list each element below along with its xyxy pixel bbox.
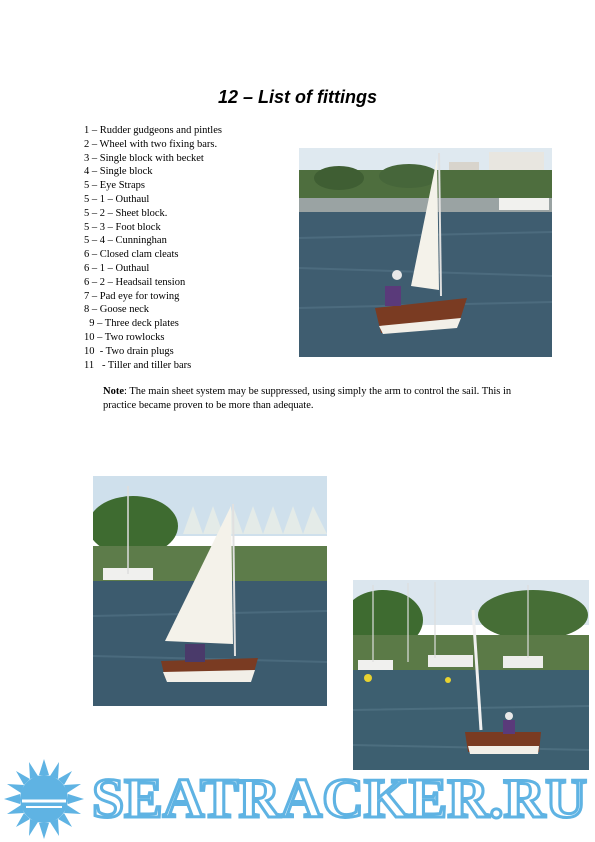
note-label: Note: [103, 386, 124, 397]
sailboat-photo-marina: [353, 580, 589, 770]
list-item: 2 – Wheel with two fixing bars.: [84, 138, 218, 150]
seatracker-watermark: [0, 755, 595, 842]
list-item: 10 – Two rowlocks: [84, 331, 165, 343]
sailboat-photo-harbor: [299, 148, 552, 357]
sun-icon: [4, 759, 84, 839]
list-item: 9 – Three deck plates: [84, 318, 179, 330]
list-item: 5 – 1 – Outhaul: [84, 193, 150, 205]
sailboat-photo-shore: [93, 476, 327, 706]
note-paragraph: [103, 385, 513, 413]
page-title: 12 – List of fittings: [217, 87, 377, 107]
list-item: 1 – Rudder gudgeons and pintles: [84, 125, 222, 136]
list-item: 8 – Goose neck: [84, 304, 150, 316]
list-item: 7 – Pad eye for towing: [84, 290, 180, 302]
list-item: 5 – 2 – Sheet block.: [84, 207, 168, 219]
list-item: 6 – 1 – Outhaul: [84, 262, 150, 274]
list-item: 5 – Eye Straps: [84, 180, 145, 192]
fittings-list: [84, 124, 222, 372]
list-item: 5 – 3 – Foot block: [84, 221, 161, 233]
list-item: 6 – Closed clam cleats: [84, 249, 179, 261]
note-text: : The main sheet system may be suppressed, using simply the arm to control the sail. This in practice became proven to be more than adequate.: [103, 386, 512, 411]
list-item: 4 – Single block: [84, 166, 153, 178]
list-item: 3 – Single block with becket: [84, 152, 204, 164]
list-item: 10 - Two drain plugs: [84, 345, 174, 357]
list-item: 11 - Tiller and tiller bars: [84, 359, 192, 371]
list-item: 5 – 4 – Cunninghan: [84, 235, 167, 247]
watermark-text: SEATRACKER.RU: [92, 768, 587, 830]
list-item: 6 – 2 – Headsail tension: [84, 276, 186, 288]
